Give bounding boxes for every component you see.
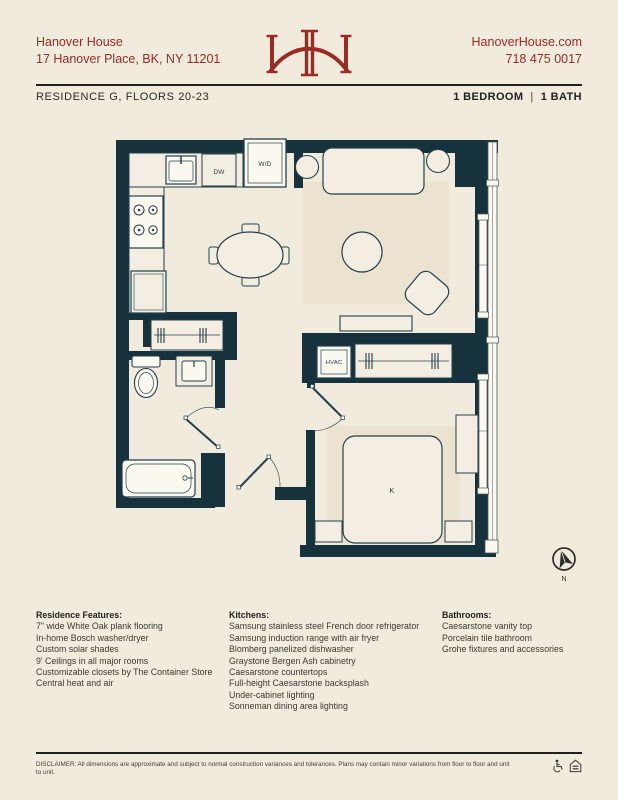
feature-item: 7" wide White Oak plank flooring bbox=[36, 621, 163, 632]
bathroom bbox=[122, 356, 212, 497]
svg-text:N: N bbox=[561, 576, 567, 583]
tv-console bbox=[340, 316, 412, 331]
bed-bath-summary bbox=[453, 91, 582, 103]
living-room bbox=[296, 148, 453, 331]
bedroom-count: 1 BEDROOM bbox=[453, 91, 524, 103]
feature-item: Central heat and air bbox=[36, 678, 114, 689]
feature-item: Grohe fixtures and accessories bbox=[442, 644, 564, 655]
feature-item: 9' Ceilings in all major rooms bbox=[36, 655, 149, 666]
svg-text:W/D: W/D bbox=[258, 161, 272, 168]
contact-info bbox=[472, 34, 582, 67]
kitchen-sink bbox=[166, 156, 196, 184]
feature-item: Blomberg panelized dishwasher bbox=[229, 644, 354, 655]
dining-area bbox=[209, 224, 289, 286]
feature-item: Under-cabinet lighting bbox=[229, 689, 315, 700]
dishwasher bbox=[202, 154, 236, 186]
feature-item: Caesarstone vanity top bbox=[442, 621, 532, 632]
nightstand bbox=[445, 521, 472, 542]
bedroom-closet bbox=[355, 344, 452, 378]
features-title: Residence Features: bbox=[36, 610, 123, 620]
floorplan bbox=[90, 130, 520, 575]
building-identity bbox=[36, 34, 220, 67]
toilet bbox=[132, 356, 160, 398]
dresser-bench bbox=[456, 415, 478, 473]
sofa bbox=[323, 148, 424, 194]
svg-text:DW: DW bbox=[213, 169, 225, 176]
svg-text:HVAC: HVAC bbox=[325, 360, 343, 366]
side-table bbox=[296, 156, 319, 179]
feature-item: Full-height Caesarstone backsplash bbox=[229, 678, 369, 689]
kitchen-features-list bbox=[229, 610, 419, 713]
bath-count: 1 BATH bbox=[540, 91, 582, 103]
kitchen bbox=[129, 139, 286, 313]
nightstand bbox=[315, 521, 342, 542]
feature-item: Sonneman dining area lighting bbox=[229, 701, 348, 712]
coffee-table bbox=[342, 232, 382, 272]
separator: | bbox=[530, 91, 534, 103]
phone: 718 475 0017 bbox=[505, 51, 582, 66]
features-title: Kitchens: bbox=[229, 610, 270, 620]
feature-item: Graystone Bergen Ash cabinetry bbox=[229, 655, 356, 666]
bedroom-door bbox=[311, 385, 345, 432]
hvac-closet bbox=[317, 346, 351, 378]
side-table bbox=[427, 150, 450, 173]
north-compass-icon bbox=[549, 545, 581, 590]
refrigerator bbox=[131, 271, 166, 313]
feature-item: Samsung stainless steel French door refrigerator bbox=[229, 621, 420, 632]
feature-item: Porcelain tile bathroom bbox=[442, 632, 532, 643]
feature-item: Custom solar shades bbox=[36, 644, 119, 655]
bathtub bbox=[122, 460, 195, 497]
feature-item: Customizable closets by The Container Store bbox=[36, 667, 213, 678]
vanity-sink bbox=[176, 356, 212, 386]
disclaimer-text: DISCLAIMER: All dimensions are approximate and subject to normal construction variances and tolerances. Plans may contain minor variations from floor to floor and unit to unit. bbox=[36, 761, 510, 776]
feature-item: Samsung induction range with air fryer bbox=[229, 632, 380, 643]
entry-door bbox=[237, 455, 280, 489]
footer-icons bbox=[552, 759, 582, 773]
range-stove bbox=[129, 196, 163, 248]
equal-housing-icon bbox=[569, 759, 582, 773]
header-divider bbox=[36, 84, 582, 86]
hh-monogram-logo-icon bbox=[263, 28, 355, 83]
bedroom bbox=[315, 415, 478, 543]
wheelchair-accessible-icon bbox=[552, 759, 564, 773]
bathroom-features-list bbox=[442, 610, 563, 656]
feature-item: Caesarstone countertops bbox=[229, 667, 328, 678]
hall-closet bbox=[151, 320, 223, 350]
building-name: Hanover House bbox=[36, 35, 123, 49]
building-address: 17 Hanover Place, BK, NY 11201 bbox=[36, 51, 221, 66]
washer-dryer bbox=[244, 139, 286, 187]
dining-table bbox=[217, 232, 283, 278]
feature-item: In-home Bosch washer/dryer bbox=[36, 632, 149, 643]
residence-features-list bbox=[36, 610, 212, 690]
features-title: Bathrooms: bbox=[442, 610, 492, 620]
website: HanoverHouse.com bbox=[471, 35, 582, 49]
bathroom-door bbox=[184, 407, 220, 448]
svg-text:K: K bbox=[389, 486, 395, 495]
residence-title: RESIDENCE G, FLOORS 20-23 bbox=[36, 91, 210, 103]
footer-divider bbox=[36, 752, 582, 754]
